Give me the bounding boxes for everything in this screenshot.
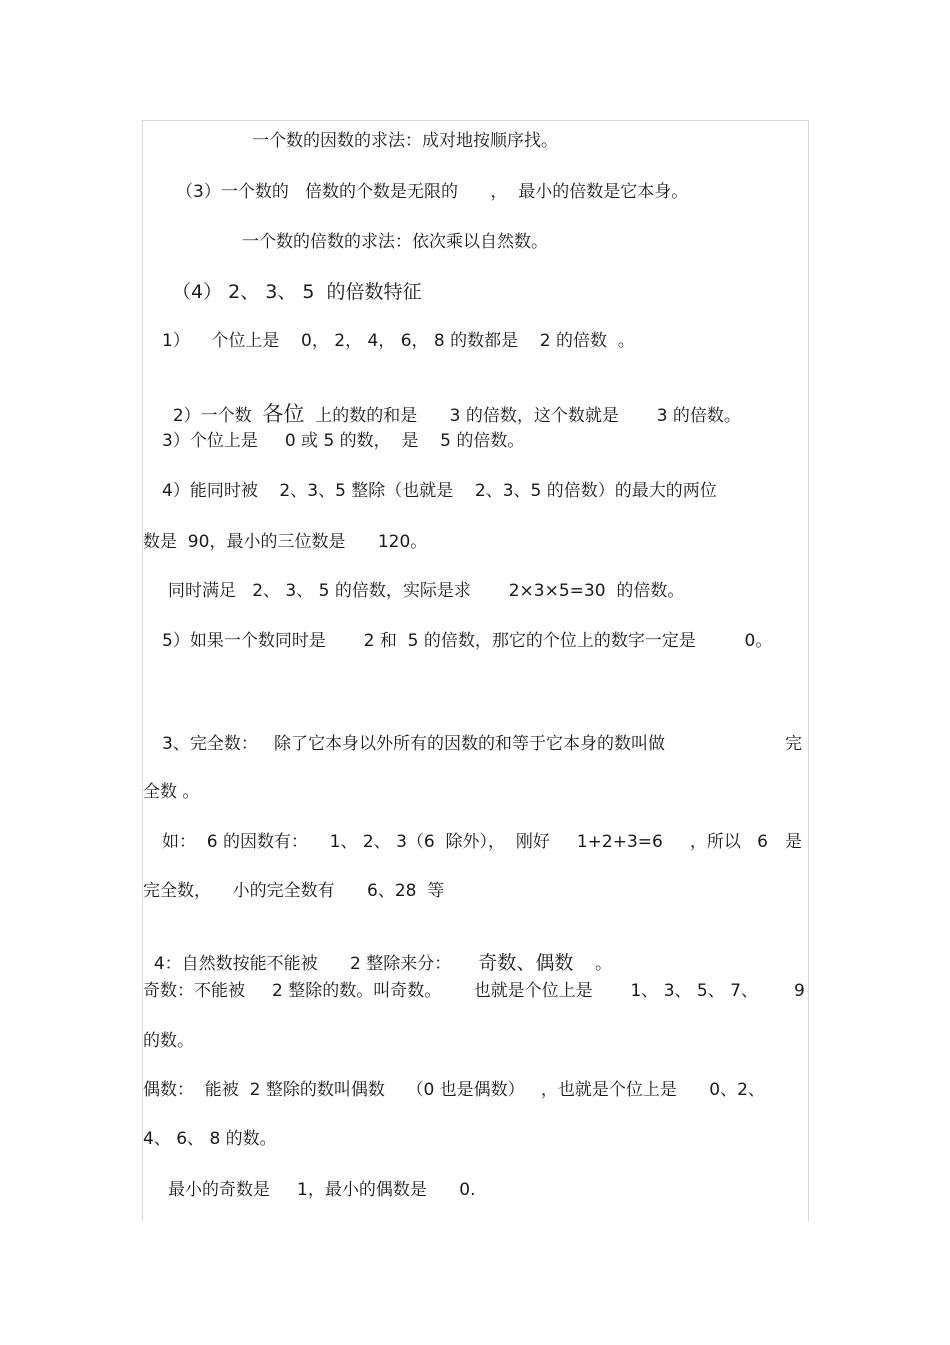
odd-even-prefix: 4：自然数按能不能被 2 整除来分： xyxy=(153,954,452,974)
rule-2-emphasis: 各位 xyxy=(262,402,305,426)
perfect-number-line-end: 完 xyxy=(785,734,802,754)
odd-definition-line-end: 9 xyxy=(794,981,805,1001)
perfect-example-line: 如： 6 的因数有： 1、 2、 3（6 除外）， 刚好 1+2+3=6 ，所以 6 xyxy=(162,832,768,852)
perfect-number-line: 3、完全数： 除了它本身以外所有的因数的和等于它本身的数叫做 xyxy=(162,734,666,754)
odd-definition-line: 奇数：不能被 2 整除的数。叫奇数。 也就是个位上是 1、 3、 5、 7、 xyxy=(143,981,758,1001)
odd-definition-continued: 的数。 xyxy=(143,1031,194,1051)
rule-2-line xyxy=(162,381,741,427)
multiples-count-line: （3）一个数的 倍数的个数是无限的 ， 最小的倍数是它本身。 xyxy=(176,182,689,202)
even-definition-continued: 4、 6、 8 的数。 xyxy=(143,1129,277,1149)
rule-4-line: 4）能同时被 2、3、5 整除（也就是 2、3、5 的倍数）的最大的两位 xyxy=(162,481,717,501)
rule-3-line: 3）个位上是 0 或 5 的数， 是 5 的倍数。 xyxy=(162,431,525,451)
rule-2-prefix: 2）一个数 xyxy=(172,406,263,426)
rule-5-line: 5）如果一个数同时是 2 和 5 的倍数，那它的个位上的数字一定是 0。 xyxy=(162,631,773,651)
odd-even-suffix: 。 xyxy=(594,954,612,974)
perfect-example-line-end: 是 xyxy=(785,832,802,852)
rule-1-line: 1） 个位上是 0， 2， 4， 6， 8 的数都是 2 的倍数 。 xyxy=(162,331,635,351)
rule-2-suffix: 上的数的和是 3 的倍数，这个数就是 3 的倍数。 xyxy=(304,406,741,426)
multiple-method-line: 一个数的倍数的求法：依次乘以自然数。 xyxy=(242,232,548,252)
odd-even-emphasis: 奇数、偶数 xyxy=(478,952,574,974)
perfect-number-continued: 全数 。 xyxy=(143,782,200,802)
section-heading-multiples: （4） 2、 3、 5 的倍数特征 xyxy=(172,281,422,303)
perfect-example-continued: 完全数， 小的完全数有 6、28 等 xyxy=(143,881,445,901)
common-multiple-line: 同时满足 2、 3、 5 的倍数，实际是求 2×3×5=30 的倍数。 xyxy=(168,581,685,601)
factor-method-line: 一个数的因数的求法：成对地按顺序找。 xyxy=(252,131,558,151)
odd-even-line xyxy=(143,930,612,975)
smallest-odd-even-line: 最小的奇数是 1，最小的偶数是 0. xyxy=(168,1180,476,1200)
even-definition-line: 偶数： 能被 2 整除的数叫偶数 （0 也是偶数） ，也就是个位上是 0、2、 xyxy=(143,1080,765,1100)
rule-4-continued: 数是 90，最小的三位数是 120。 xyxy=(143,532,428,552)
